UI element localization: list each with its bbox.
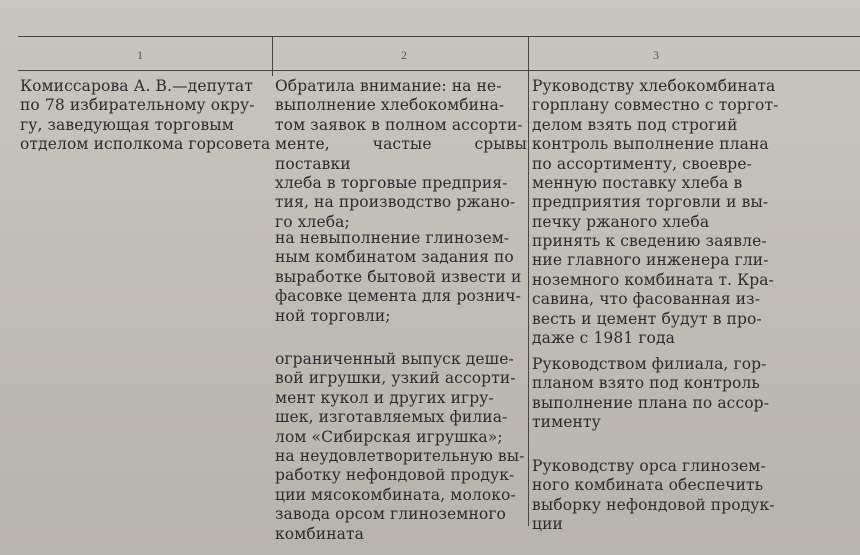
text-line: вой игрушки, узкий ассорти-	[275, 369, 516, 388]
text-line: савина, что фасованная из-	[532, 290, 761, 309]
text-line: выработке бытовой извести и	[275, 267, 522, 286]
text-line: планом взято под контроль	[532, 374, 760, 393]
text-line: хлеба в торговые предприя-	[275, 174, 508, 193]
text-line: Руководству орса глинозем-	[532, 457, 766, 475]
text-line: предприятия торговли и вы-	[532, 193, 769, 212]
text-line: гу, заведующая торговым	[20, 115, 234, 134]
text-line: ции	[532, 515, 563, 534]
text-line: менную поставку хлеба в	[532, 174, 743, 193]
column-3-block-1	[532, 77, 780, 232]
text-line: печку ржаного хлеба	[532, 212, 710, 231]
column-divider-1	[272, 36, 273, 76]
text-line: ние главного инженера гли-	[532, 251, 769, 270]
text-line: Обратила внимание: на не-	[275, 77, 502, 95]
table-top-rule	[18, 36, 860, 37]
text-line: работку нефондовой продук-	[275, 466, 515, 485]
text-line: тименту	[532, 413, 601, 432]
column-number-2: 2	[401, 48, 407, 62]
text-line: контроль выполнение плана	[532, 135, 769, 154]
text-line: принять к сведению заявле-	[532, 232, 767, 250]
text-line: отделом исполкома горсовета	[20, 135, 271, 154]
text-line: шек, изготавляемых филиа-	[275, 408, 508, 427]
column-2-block-1	[275, 77, 527, 232]
text-line: ции мясокомбината, молоко-	[275, 485, 516, 504]
text-line: по ассортименту, своевре-	[532, 154, 752, 173]
text-line: весть и цемент будут в про-	[532, 309, 762, 328]
column-2-block-3	[275, 350, 527, 544]
text-line: выборку нефондовой продук-	[532, 495, 775, 514]
text-line: фасовке цемента для рознич-	[275, 287, 521, 306]
text-line: Руководством филиала, гор-	[532, 355, 767, 373]
column-3-block-4	[532, 457, 780, 535]
text-line: менте, частые срывы поставки	[275, 135, 527, 173]
column-3-block-2	[532, 232, 780, 348]
text-line: выполнение хлебокомбина-	[275, 96, 505, 115]
text-line: ноземного комбината т. Кра-	[532, 270, 774, 289]
text-line: выполнение плана по ассор-	[532, 393, 770, 412]
text-line: комбината	[275, 524, 365, 543]
text-line: делом взять под строгий	[532, 115, 738, 134]
text-line: горплану совместно с торгот-	[532, 96, 779, 115]
text-line: ограниченный выпуск деше-	[275, 350, 514, 368]
table-header-rule	[18, 70, 860, 71]
text-line: го хлеба;	[275, 212, 350, 231]
text-line: лом «Сибирская игрушка»;	[275, 427, 503, 446]
column-1-deputy	[20, 77, 272, 155]
column-2-block-2	[275, 229, 527, 326]
text-line: ного комбината обеспечить	[532, 476, 764, 495]
column-number-3: 3	[653, 48, 659, 62]
text-line: тия, на производство ржано-	[275, 193, 516, 212]
column-number-1: 1	[137, 48, 143, 62]
text-line: даже с 1981 года	[532, 329, 675, 348]
column-divider-2	[528, 36, 529, 526]
text-line: ной торговли;	[275, 306, 391, 325]
column-3-block-3	[532, 355, 780, 433]
text-line: мент кукол и других игру-	[275, 388, 494, 407]
text-line: ным комбинатом задания по	[275, 248, 514, 267]
text-line: на невыполнение глинозем-	[275, 229, 510, 247]
text-line: завода орсом глиноземного	[275, 505, 506, 524]
text-line: на неудовлетворительную вы-	[275, 447, 525, 466]
text-line: Комиссарова А. В.—депутат	[20, 77, 253, 95]
text-line: по 78 избирательному окру-	[20, 96, 255, 115]
text-line: Руководству хлебокомбината	[532, 77, 776, 95]
text-line: том заявок в полном ассорти-	[275, 115, 523, 134]
